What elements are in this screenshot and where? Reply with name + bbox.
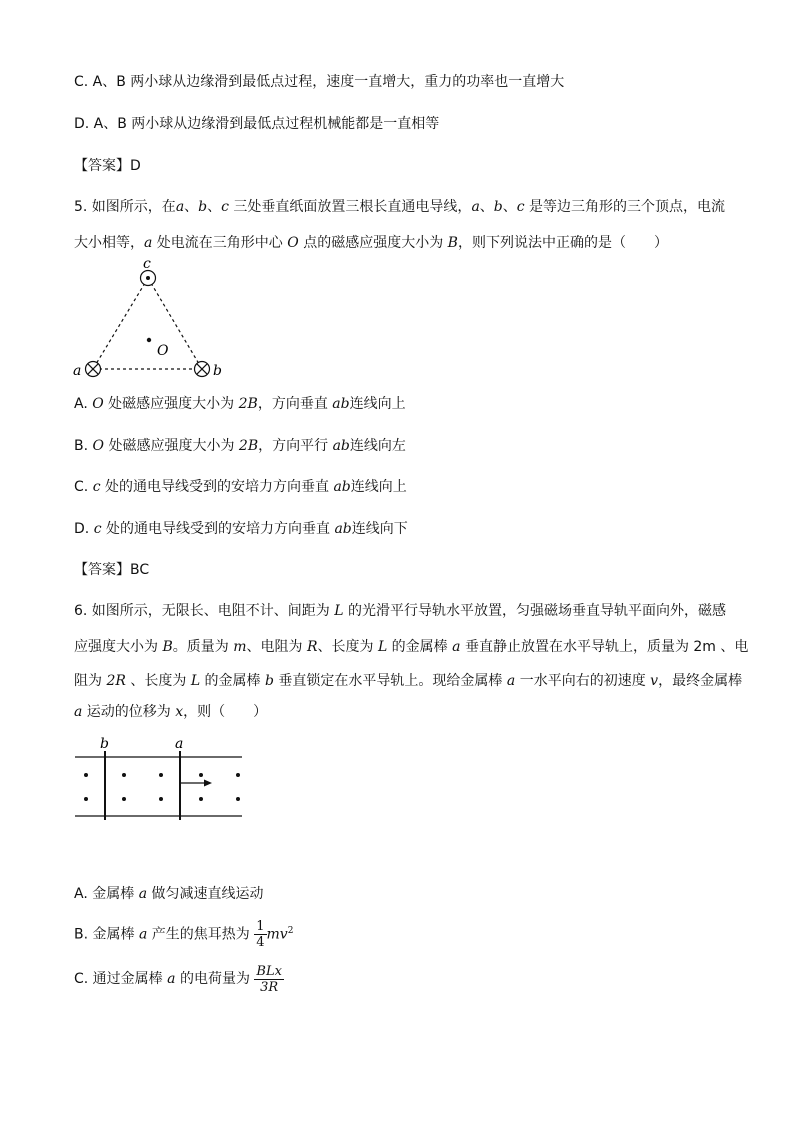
answer-value: D [130, 158, 141, 174]
wire-a-into-page-icon [86, 362, 101, 377]
q5-stem-line-1: 5. 如图所示，在a、b、c 三处垂直纸面放置三根长直通电导线，a、b、c 是等边三角形的三个顶点，电流 [74, 199, 726, 215]
answer-tag: 【答案】 [74, 562, 130, 578]
velocity-arrow-icon [181, 780, 212, 787]
q6-option-b: B. 金属棒 a 产生的焦耳热为 $\frac{1}{4}$ $mv^2$ [74, 919, 294, 951]
q5-option-a: A. O 处磁感应强度大小为 2B，方向垂直 ab连线向上 [74, 396, 406, 412]
q5-stem-line-2: 大小相等，a 处电流在三角形中心 O 点的磁感应强度大小为 B，则下列说法中正确的是（ ） [74, 235, 668, 251]
answer-value: BC [130, 562, 150, 578]
answer-tag: 【答案】 [74, 158, 130, 174]
q4-answer [74, 156, 141, 176]
q5-triangle-figure [70, 256, 230, 386]
q6-stem-line-1: 6. 如图所示，无限长、电阻不计、间距为 L 的光滑平行导轨水平放置，匀强磁场垂直导轨平面向外，磁感 [74, 603, 727, 619]
q5-option-d: D. c 处的通电导线受到的安培力方向垂直 ab连线向下 [74, 521, 408, 537]
q5-answer [74, 560, 149, 580]
q6-stem-line-2: 应强度大小为 B。质量为 m、电阻为 R、长度为 L 的金属棒 a 垂直静止放置在水平导轨上，质量为 2m 、电 [74, 639, 749, 655]
q6-option-c: C. 通过金属棒 a 的电荷量为 $\frac{\text{BLx}}{3R}$ [74, 963, 282, 995]
q6-stem-line-4: a 运动的位移为 x，则（ ） [74, 704, 268, 720]
magnetic-field-dots [84, 773, 240, 801]
label-o: O [157, 343, 169, 359]
q6-stem-line-3: 阻为 2R 、长度为 L 的金属棒 b 垂直锁定在水平导轨上。现给金属棒 a 一水平向右的初速度 v，最终金属棒 [74, 673, 743, 689]
label-rod-a: a [175, 736, 184, 752]
q6-option-a: A. 金属棒 a 做匀减速直线运动 [74, 886, 264, 902]
label-b: b [213, 363, 222, 379]
label-c: c [143, 256, 151, 272]
label-rod-b: b [100, 736, 109, 752]
q4-option-c: C. A、B 两小球从边缘滑到最低点过程，速度一直增大，重力的功率也一直增大 [74, 74, 565, 90]
q5-option-c: C. c 处的通电导线受到的安培力方向垂直 ab连线向上 [74, 479, 407, 495]
label-a: a [73, 363, 82, 379]
q5-option-b: B. O 处磁感应强度大小为 2B，方向平行 ab连线向左 [74, 438, 406, 454]
q6-rails-figure [70, 734, 250, 826]
wire-b-into-page-icon [195, 362, 210, 377]
q4-option-d: D. A、B 两小球从边缘滑到最低点过程机械能都是一直相等 [74, 116, 440, 132]
center-point-o [147, 338, 151, 342]
fraction-one-quarter: $\frac{1}{4}$ [256, 919, 265, 951]
wire-c-out-of-page-icon [141, 271, 156, 286]
fraction-charge: $\frac{\text{BLx}}{3R}$ [256, 963, 282, 995]
triangle-side-ca [93, 278, 148, 369]
